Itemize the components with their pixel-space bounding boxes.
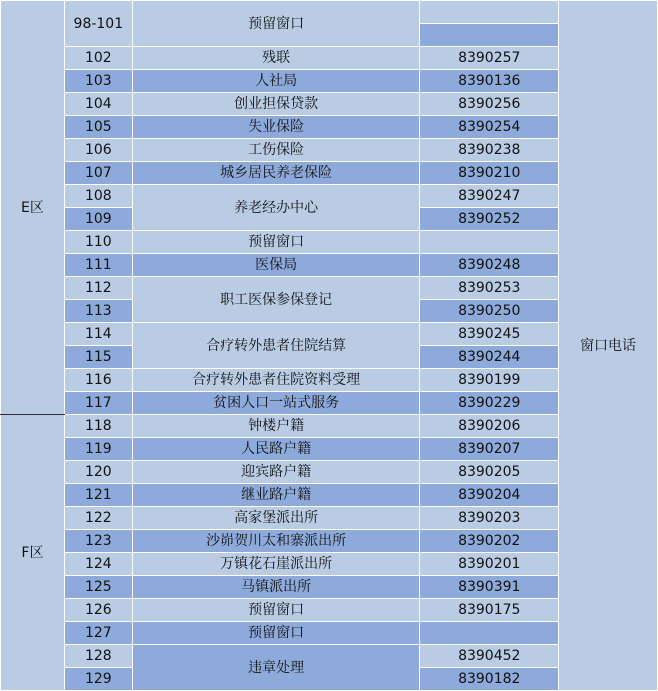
window-number: 108 (64, 185, 132, 208)
window-phone: 8390229 (420, 392, 559, 415)
window-phone: 8390203 (420, 507, 559, 530)
window-service: 人社局 (132, 70, 420, 93)
window-number: 118 (64, 415, 132, 438)
window-service: 钟楼户籍 (132, 415, 420, 438)
window-phone: 8390247 (420, 185, 559, 208)
window-number: 106 (64, 139, 132, 162)
window-service: 预留窗口 (132, 231, 420, 254)
window-number: 112 (64, 277, 132, 300)
window-phone: 8390252 (420, 208, 559, 231)
window-service: 沙峁贺川太和寨派出所 (132, 530, 420, 553)
window-service: 继业路户籍 (132, 484, 420, 507)
window-phone: 8390204 (420, 484, 559, 507)
window-number: 121 (64, 484, 132, 507)
window-number: 123 (64, 530, 132, 553)
window-service: 贫困人口一站式服务 (132, 392, 420, 415)
window-phone: 8390202 (420, 530, 559, 553)
window-service: 高家堡派出所 (132, 507, 420, 530)
window-service: 工伤保险 (132, 139, 420, 162)
window-phone: 8390248 (420, 254, 559, 277)
window-number: 129 (64, 668, 132, 691)
window-phone: 8390175 (420, 599, 559, 622)
window-phone: 8390245 (420, 323, 559, 346)
window-service: 预留窗口 (132, 1, 420, 47)
window-service: 养老经办中心 (132, 185, 420, 231)
window-number: 126 (64, 599, 132, 622)
window-phone (420, 1, 559, 24)
window-phone: 8390257 (420, 47, 559, 70)
window-number: 128 (64, 645, 132, 668)
window-number: 120 (64, 461, 132, 484)
window-service: 合疗转外患者住院结算 (132, 323, 420, 369)
window-service: 迎宾路户籍 (132, 461, 420, 484)
window-number: 111 (64, 254, 132, 277)
window-number: 117 (64, 392, 132, 415)
window-phone: 8390250 (420, 300, 559, 323)
window-service: 医保局 (132, 254, 420, 277)
window-phone: 8390244 (420, 346, 559, 369)
window-phone: 8390205 (420, 461, 559, 484)
window-phone (420, 24, 559, 47)
window-number: 114 (64, 323, 132, 346)
window-number: 115 (64, 346, 132, 369)
window-service: 残联 (132, 47, 420, 70)
window-number: 125 (64, 576, 132, 599)
zone-f-cell: F区 (1, 415, 65, 691)
window-number: 105 (64, 116, 132, 139)
zone-e-cell: E区 (1, 1, 65, 415)
window-phone (420, 622, 559, 645)
window-phone: 8390254 (420, 116, 559, 139)
window-phone (420, 231, 559, 254)
window-phone: 8390238 (420, 139, 559, 162)
window-phone: 8390207 (420, 438, 559, 461)
window-number: 104 (64, 93, 132, 116)
window-phone: 8390210 (420, 162, 559, 185)
window-service: 预留窗口 (132, 622, 420, 645)
window-service: 预留窗口 (132, 599, 420, 622)
window-number: 98-101 (64, 1, 132, 47)
window-number: 107 (64, 162, 132, 185)
window-phone: 8390136 (420, 70, 559, 93)
window-number: 102 (64, 47, 132, 70)
window-phone: 8390182 (420, 668, 559, 691)
window-phone: 8390206 (420, 415, 559, 438)
window-service: 合疗转外患者住院资料受理 (132, 369, 420, 392)
window-number: 122 (64, 507, 132, 530)
window-service: 马镇派出所 (132, 576, 420, 599)
window-number: 127 (64, 622, 132, 645)
window-service: 失业保险 (132, 116, 420, 139)
window-service: 万镇花石崖派出所 (132, 553, 420, 576)
window-number: 103 (64, 70, 132, 93)
window-phone: 8390253 (420, 277, 559, 300)
window-phone-label: 窗口电话 (559, 1, 658, 691)
window-phone: 8390256 (420, 93, 559, 116)
window-service: 违章处理 (132, 645, 420, 691)
window-number: 110 (64, 231, 132, 254)
window-number: 109 (64, 208, 132, 231)
window-phone: 8390199 (420, 369, 559, 392)
window-service: 人民路户籍 (132, 438, 420, 461)
window-number: 119 (64, 438, 132, 461)
window-service: 职工医保参保登记 (132, 277, 420, 323)
window-number: 124 (64, 553, 132, 576)
window-number: 116 (64, 369, 132, 392)
window-service: 创业担保贷款 (132, 93, 420, 116)
window-phone: 8390452 (420, 645, 559, 668)
window-phone: 8390201 (420, 553, 559, 576)
window-number: 113 (64, 300, 132, 323)
window-phone: 8390391 (420, 576, 559, 599)
window-service: 城乡居民养老保险 (132, 162, 420, 185)
